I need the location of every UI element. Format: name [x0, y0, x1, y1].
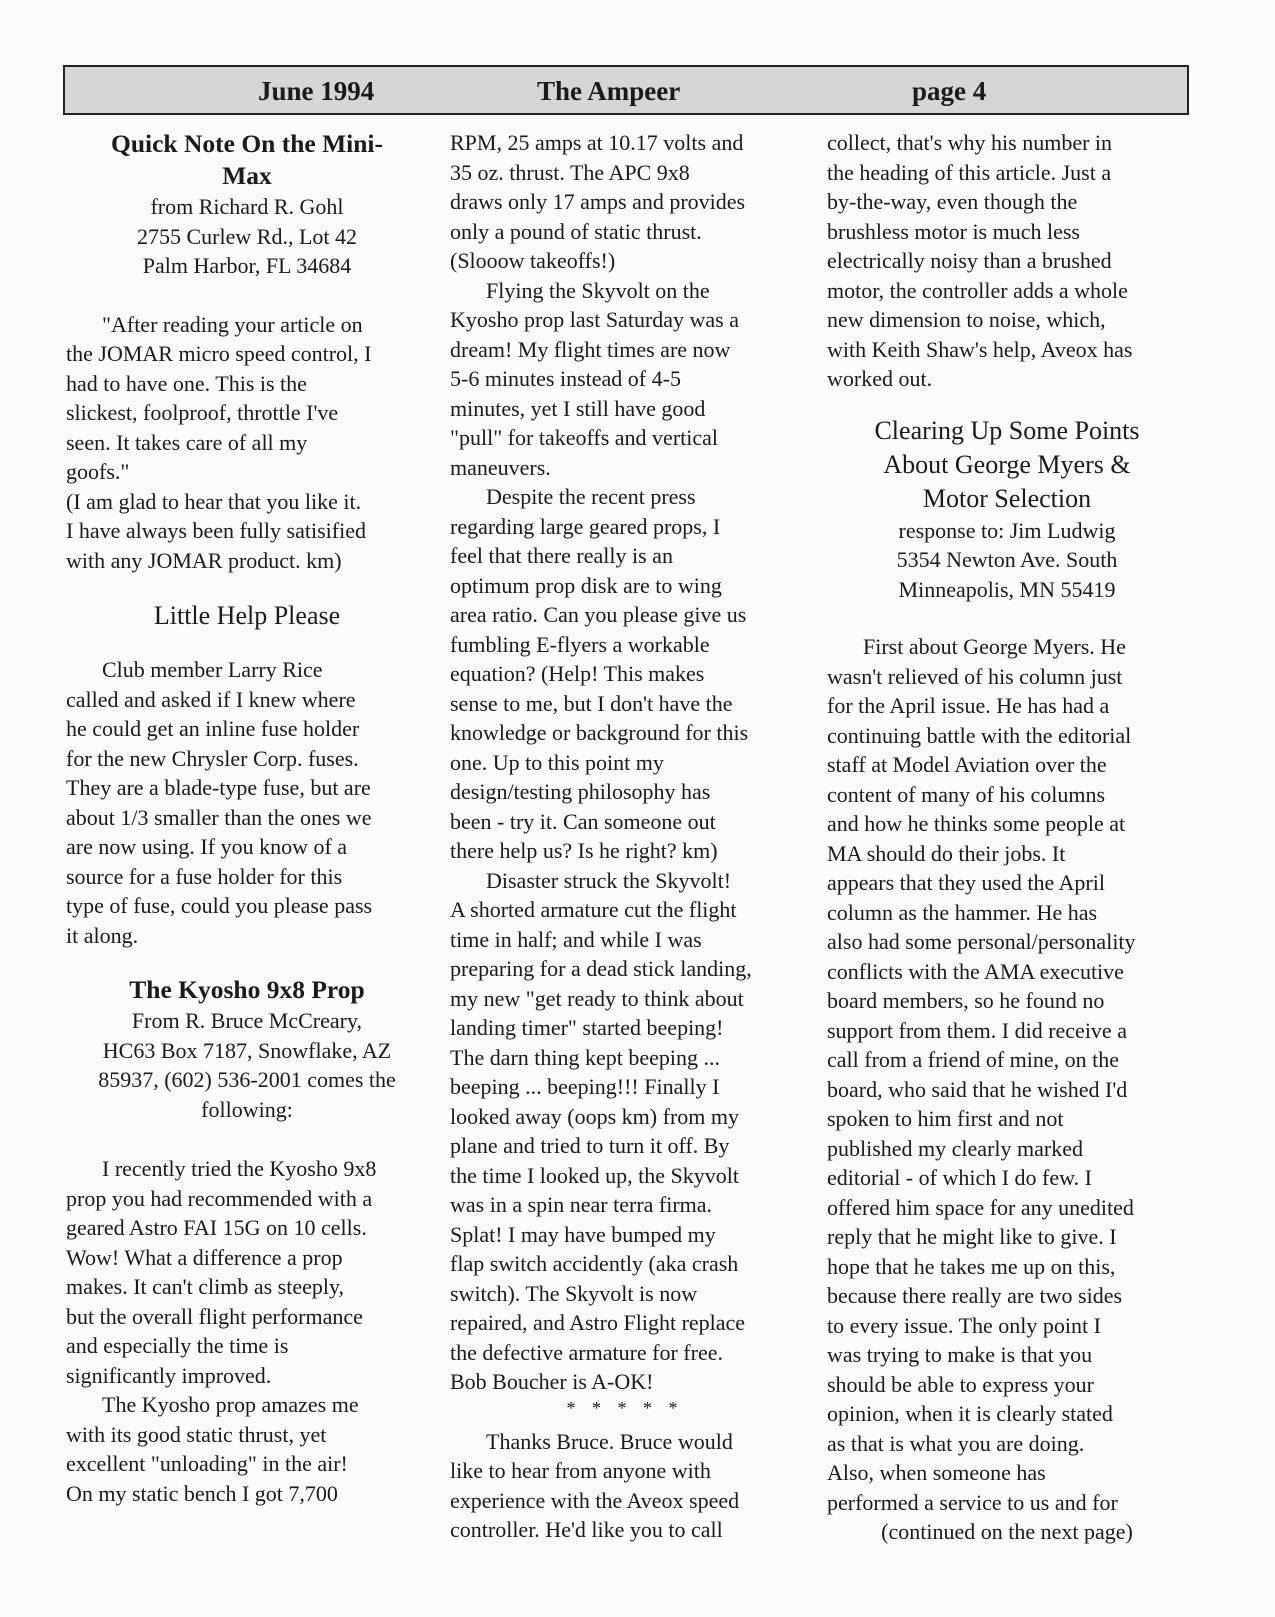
- body-line: feel that there really is an: [450, 543, 673, 568]
- body-line: Wow! What a difference a prop: [66, 1244, 343, 1270]
- byline-ludwig: [827, 516, 1187, 605]
- body-line: Splat! I may have bumped my: [450, 1221, 716, 1247]
- body-line: the time I looked up, the Skyvolt: [450, 1162, 740, 1188]
- body-line: but the overall flight performance: [66, 1303, 363, 1329]
- body-line: wasn't relieved of his column just: [827, 663, 1123, 689]
- body-line: The darn thing kept beeping ...: [450, 1044, 721, 1070]
- body-line: dream! My flight times are now: [450, 336, 731, 362]
- body-line: for the new Chrysler Corp. fuses.: [66, 745, 359, 771]
- body-line: new dimension to noise, which,: [827, 307, 1106, 332]
- body-line: RPM, 25 amps at 10.17 volts and: [450, 130, 744, 155]
- body-line: preparing for a dead stick landing,: [450, 956, 752, 981]
- body-line: (I am glad to hear that you like it.: [66, 488, 362, 514]
- body-line: I have always been fully satisified: [66, 518, 366, 543]
- body-line: support from them. I did receive a: [827, 1017, 1127, 1043]
- body-line: 35 oz. thrust. The APC 9x8: [450, 159, 690, 185]
- body-line: continuing battle with the editorial: [827, 722, 1132, 748]
- column-3: [827, 128, 1187, 1547]
- body-line: are now using. If you know of a: [66, 834, 348, 859]
- article-title-kyosho: The Kyosho 9x8 Prop: [129, 975, 365, 1004]
- body-line: beeping ... beeping!!! Finally I: [450, 1074, 720, 1099]
- body-line: board members, so he found no: [827, 988, 1105, 1013]
- article-body-mini-max: [66, 310, 428, 576]
- body-line: staff at Model Aviation over the: [827, 752, 1107, 777]
- body-line: landing timer" started beeping!: [450, 1015, 724, 1040]
- body-line: was trying to make is that you: [827, 1342, 1093, 1367]
- column-2: [450, 128, 800, 1545]
- body-line: knowledge or background for this: [450, 720, 749, 745]
- body-line: column as the hammer. He has: [827, 899, 1098, 925]
- body-line: Bob Boucher is A-OK!: [450, 1369, 654, 1394]
- body-line: brushless motor is much less: [827, 218, 1080, 244]
- body-line: source for a fuse holder for this: [66, 863, 343, 889]
- body-line: A shorted armature cut the flight: [450, 897, 737, 922]
- body-line: because there really are two sides: [827, 1283, 1123, 1308]
- byline-line: From R. Bruce McCreary,: [131, 1008, 363, 1033]
- body-line: maneuvers.: [450, 454, 551, 480]
- body-line: Kyosho prop last Saturday was a: [450, 307, 740, 332]
- body-line: for the April issue. He has had a: [827, 693, 1110, 718]
- body-line: call from a friend of mine, on the: [827, 1047, 1120, 1072]
- body-line: by-the-way, even though the: [827, 189, 1078, 214]
- body-line: makes. It can't climb as steeply,: [66, 1274, 345, 1299]
- body-line: They are a blade-type fuse, but are: [66, 775, 371, 800]
- body-line: plane and tried to turn it off. By: [450, 1133, 730, 1158]
- body-line: only a pound of static thrust.: [450, 218, 702, 244]
- body-line: editorial - of which I do few. I: [827, 1165, 1092, 1190]
- title-line: Clearing Up Some Points: [874, 415, 1140, 445]
- body-line: looked away (oops km) from my: [450, 1103, 739, 1129]
- body-line: "After reading your article on: [102, 311, 363, 337]
- body-line: with any JOMAR product. km): [66, 547, 342, 573]
- body-line: area ratio. Can you please give us: [450, 602, 747, 627]
- body-line: electrically noisy than a brushed: [827, 248, 1112, 273]
- body-line: board, who said that he wished I'd: [827, 1076, 1128, 1102]
- body-line: to every issue. The only point I: [827, 1312, 1101, 1338]
- continued-note: (continued on the next page): [881, 1519, 1133, 1544]
- byline-line: response to: Jim Ludwig: [898, 517, 1116, 543]
- title-line: Max: [222, 161, 272, 190]
- body-line: reply that he might like to give. I: [827, 1224, 1117, 1249]
- body-line: it along.: [66, 922, 139, 948]
- title-line: About George Myers &: [883, 449, 1131, 479]
- body-line: experience with the Aveox speed: [450, 1487, 740, 1513]
- body-line: design/testing philosophy has: [450, 779, 711, 804]
- body-line: repaired, and Astro Flight replace: [450, 1310, 746, 1335]
- body-line: one. Up to this point my: [450, 749, 664, 775]
- body-line: my new "get ready to think about: [450, 985, 744, 1011]
- body-line: minutes, yet I still have good: [450, 395, 706, 421]
- body-line: motor, the controller adds a whole: [827, 277, 1128, 303]
- body-line: was in a spin near terra firma.: [450, 1192, 713, 1217]
- page-number: page 4: [912, 76, 987, 106]
- body-line: switch). The Skyvolt is now: [450, 1280, 698, 1306]
- body-line: 5-6 minutes instead of 4-5: [450, 366, 681, 391]
- body-line: there help us? Is he right? km): [450, 838, 718, 863]
- body-line: about 1/3 smaller than the ones we: [66, 804, 372, 830]
- editor-note-continued: [827, 128, 1187, 394]
- body-line: appears that they used the April: [827, 870, 1105, 895]
- body-line: Also, when someone has: [827, 1460, 1046, 1485]
- body-line: (Slooow takeoffs!): [450, 248, 616, 273]
- body-line: Club member Larry Rice: [102, 657, 323, 682]
- body-line: published my clearly marked: [827, 1135, 1083, 1161]
- body-line: geared Astro FAI 15G on 10 cells.: [66, 1215, 367, 1240]
- body-line: goofs.": [66, 459, 130, 484]
- body-line: significantly improved.: [66, 1362, 272, 1388]
- byline-line: 5354 Newton Ave. South: [896, 547, 1118, 572]
- byline-line: 85937, (602) 536-2001 comes the: [98, 1067, 396, 1092]
- body-line: seen. It takes care of all my: [66, 429, 308, 455]
- byline-line: from Richard R. Gohl: [150, 194, 344, 219]
- body-line: he could get an inline fuse holder: [66, 716, 360, 741]
- issue-date: June 1994: [258, 76, 375, 106]
- body-line: conflicts with the AMA executive: [827, 958, 1124, 984]
- body-line: On my static bench I got 7,700: [66, 1480, 338, 1506]
- byline-line: Minneapolis, MN 55419: [898, 576, 1116, 602]
- body-line: and how he thinks some people at: [827, 811, 1126, 836]
- body-line: the JOMAR micro speed control, I: [66, 341, 372, 366]
- body-line: like to hear from anyone with: [450, 1458, 711, 1483]
- body-line: should be able to express your: [827, 1371, 1094, 1397]
- column-1: [66, 128, 428, 1508]
- editor-note: [450, 1427, 800, 1545]
- body-line: controller. He'd like you to call: [450, 1517, 723, 1542]
- body-line: "pull" for takeoffs and vertical: [450, 425, 719, 450]
- body-line: MA should do their jobs. It: [827, 840, 1066, 866]
- body-line: The Kyosho prop amazes me: [102, 1392, 359, 1417]
- body-line: optimum prop disk are to wing: [450, 572, 722, 598]
- byline-line: 2755 Curlew Rd., Lot 42: [137, 223, 357, 249]
- body-line: content of many of his columns: [827, 781, 1106, 807]
- body-line: hope that he takes me up on this,: [827, 1253, 1116, 1279]
- body-line: performed a service to us and for: [827, 1489, 1118, 1515]
- body-line: had to have one. This is the: [66, 370, 307, 396]
- body-line: Flying the Skyvolt on the: [486, 277, 710, 303]
- article-body-kyosho: [66, 1154, 428, 1508]
- body-line: been - try it. Can someone out: [450, 808, 716, 834]
- body-line: Thanks Bruce. Bruce would: [486, 1428, 733, 1454]
- title-line: Quick Note On the Mini-: [111, 129, 383, 158]
- byline-line: Palm Harbor, FL 34684: [142, 253, 352, 278]
- body-line: the heading of this article. Just a: [827, 159, 1112, 185]
- body-line: time in half; and while I was: [450, 926, 702, 952]
- body-line: First about George Myers. He: [863, 634, 1126, 659]
- body-line: worked out.: [827, 366, 933, 391]
- article-body-little-help: [66, 655, 428, 950]
- body-line: prop you had recommended with a: [66, 1185, 373, 1211]
- body-line: with Keith Shaw's help, Aveox has: [827, 336, 1133, 362]
- body-line: regarding large geared props, I: [450, 513, 721, 539]
- body-line: flap switch accidently (aka crash: [450, 1251, 739, 1276]
- body-line: the defective armature for free.: [450, 1339, 723, 1365]
- byline-line: HC63 Box 7187, Snowflake, AZ: [102, 1037, 392, 1063]
- body-line: slickest, foolproof, throttle I've: [66, 400, 339, 425]
- byline-mccreary: [66, 1006, 428, 1124]
- byline-line: following:: [201, 1096, 293, 1122]
- body-line: fumbling E-flyers a workable: [450, 631, 710, 657]
- body-line: called and asked if I knew where: [66, 686, 356, 712]
- kyosho-continued: [450, 128, 800, 1397]
- body-line: opinion, when it is clearly stated: [827, 1401, 1113, 1426]
- article-title-little-help: Little Help Please: [153, 601, 341, 630]
- body-line: spoken to him first and not: [827, 1106, 1064, 1131]
- byline-gohl: [66, 192, 428, 281]
- section-separator: * * * * *: [566, 1397, 684, 1418]
- body-line: with its good static thrust, yet: [66, 1421, 327, 1447]
- title-line: Motor Selection: [922, 483, 1092, 513]
- body-line: draws only 17 amps and provides: [450, 189, 746, 214]
- body-line: sense to me, but I don't have the: [450, 690, 733, 716]
- article-title-george-myers: [827, 414, 1187, 516]
- body-line: also had some personal/personality: [827, 929, 1136, 954]
- article-body-george-myers: [827, 632, 1187, 1517]
- body-line: and especially the time is: [66, 1333, 289, 1358]
- body-line: offered him space for any unedited: [827, 1194, 1134, 1220]
- body-line: as that is what you are doing.: [827, 1430, 1085, 1456]
- newsletter-title: The Ampeer: [537, 76, 681, 106]
- body-line: Despite the recent press: [486, 484, 696, 509]
- body-line: type of fuse, could you please pass: [66, 893, 373, 918]
- body-line: equation? (Help! This makes: [450, 661, 705, 686]
- body-line: I recently tried the Kyosho 9x8: [102, 1156, 377, 1181]
- body-line: excellent "unloading" in the air!: [66, 1451, 348, 1476]
- body-line: collect, that's why his number in: [827, 130, 1113, 155]
- article-title-mini-max: [66, 128, 428, 192]
- body-line: Disaster struck the Skyvolt!: [486, 867, 732, 893]
- page-header: [63, 65, 1189, 115]
